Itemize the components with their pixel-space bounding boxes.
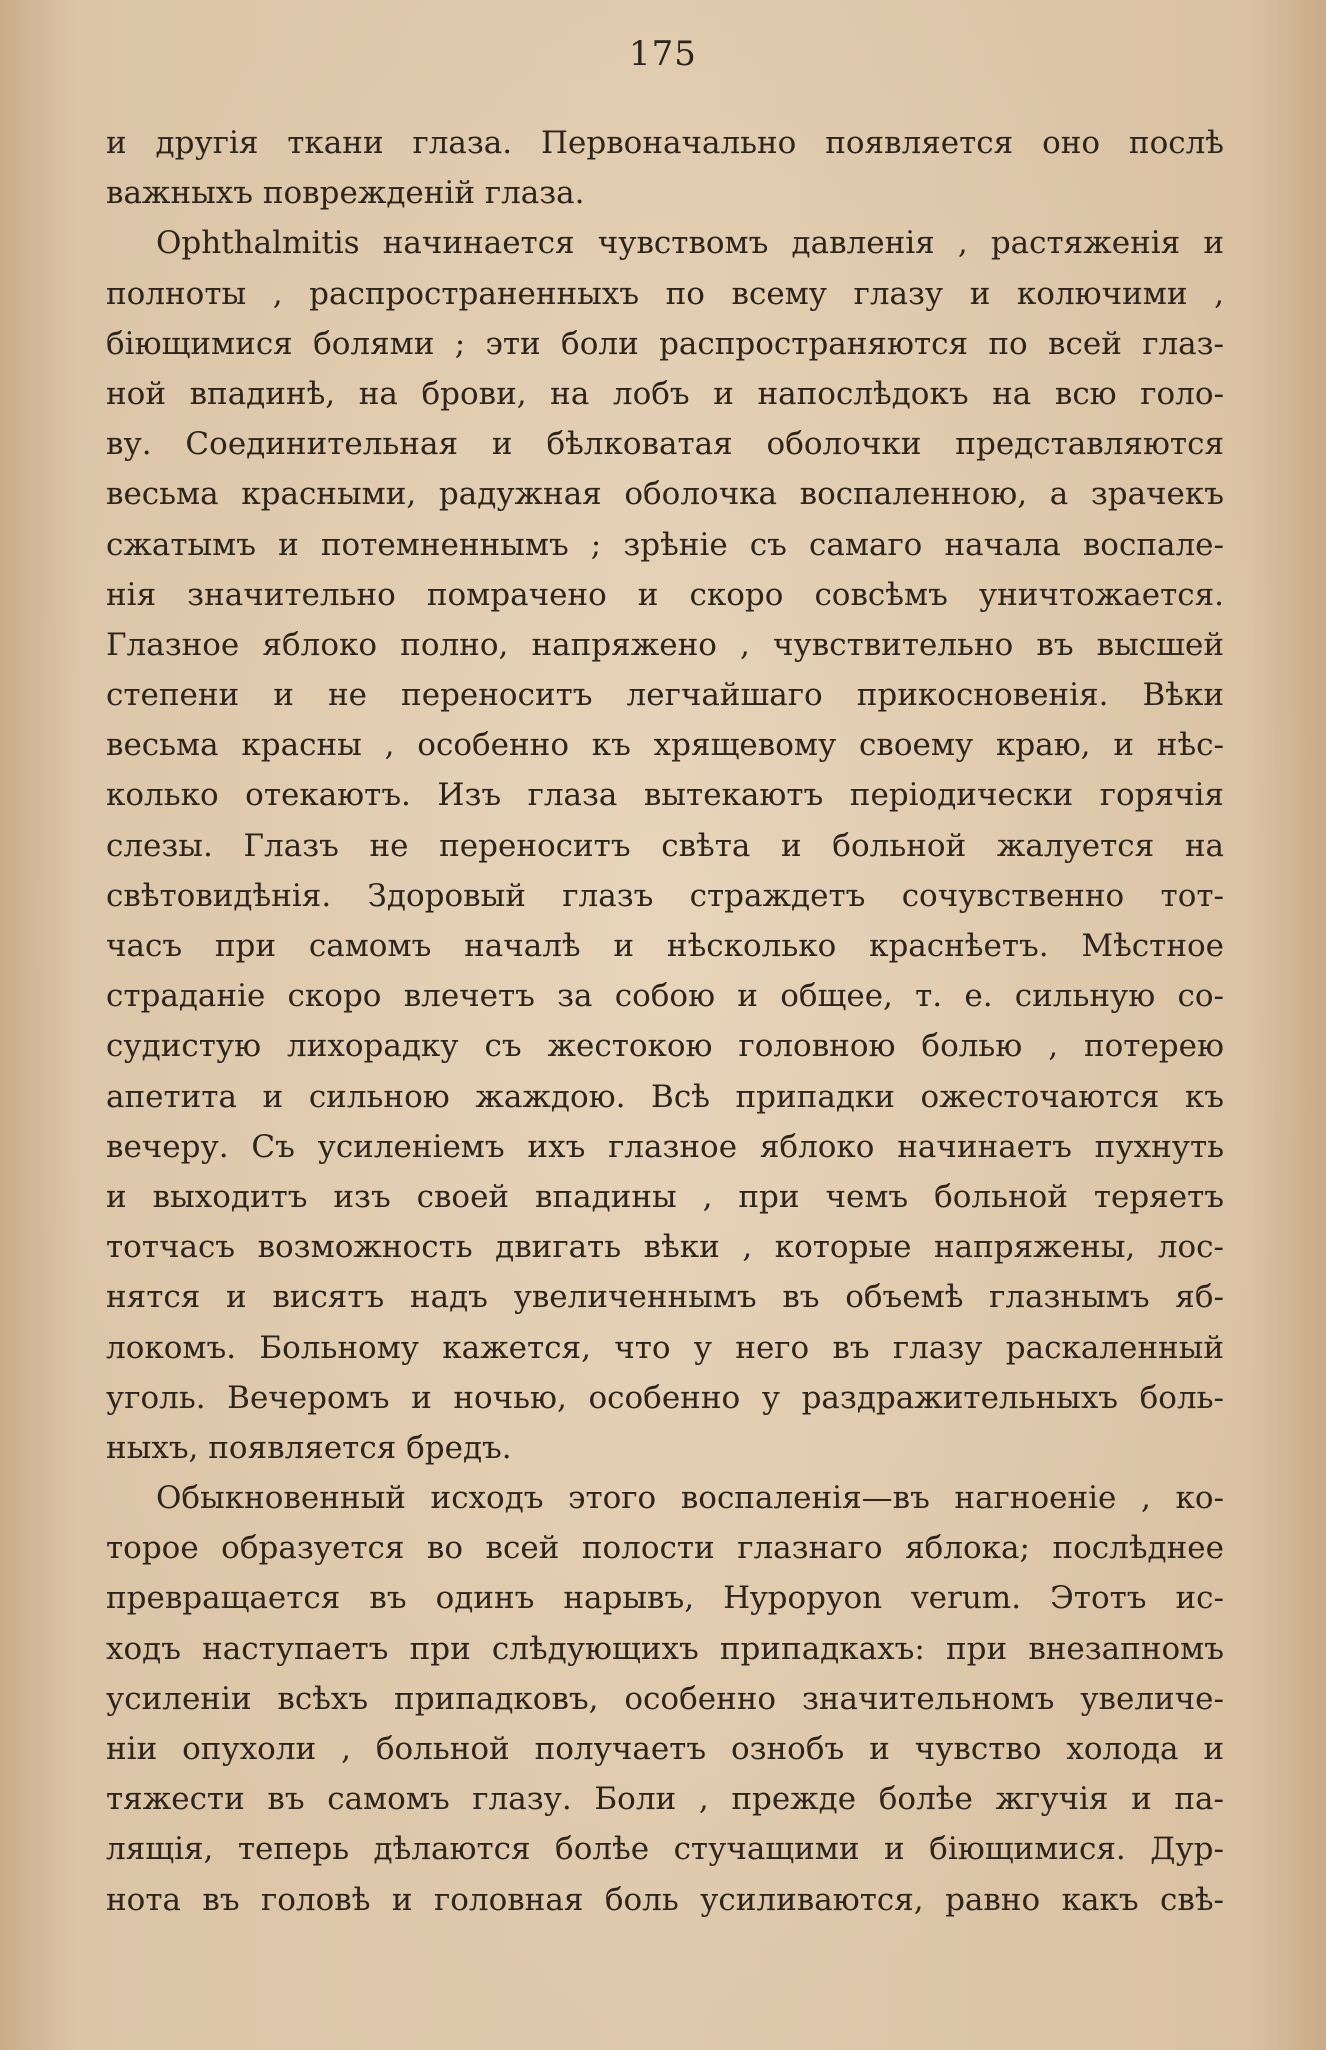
text-line: свѣтовидѣнія. Здоровый глазъ страждетъ сочувственно тот- xyxy=(106,877,1224,914)
text-line: сжатымъ и потемненнымъ ; зрѣніе съ самаго начала воспале- xyxy=(106,526,1224,563)
text-line: ныхъ, появляется бредъ. xyxy=(106,1429,512,1466)
text-line: весьма красны , особенно къ хрящевому своему краю, и нѣс- xyxy=(106,727,1224,764)
text-line: важныхъ поврежденій глаза. xyxy=(106,175,585,212)
text-line: ву. Соединительная и бѣлковатая оболочки представляются xyxy=(106,426,1224,463)
text-line: ніи опухоли , больной получаетъ ознобъ и чувство холода и xyxy=(106,1731,1224,1767)
text-line: и выходитъ изъ своей впадины , при чемъ больной теряетъ xyxy=(106,1178,1224,1215)
text-line: апетита и сильною жаждою. Всѣ припадки ожесточаются къ xyxy=(106,1078,1224,1115)
text-line: степени и не переноситъ легчайшаго прикосновенія. Вѣки xyxy=(106,677,1224,714)
text-line: вечеру. Съ усиленіемъ ихъ глазное яблоко начинаетъ пухнуть xyxy=(106,1128,1224,1165)
text-line: Обыкновенный исходъ этого воспаленія—въ нагноеніе , ко- xyxy=(156,1480,1224,1517)
text-line: превращается въ одинъ нарывъ, Hypopyon verum. Этотъ ис- xyxy=(106,1580,1224,1617)
text-line: лящія, теперь дѣлаются болѣе стучащими и біющимися. Дур- xyxy=(106,1831,1224,1868)
text-line: колько отекаютъ. Изъ глаза вытекаютъ періодически горячія xyxy=(106,777,1224,814)
text-line: ной впадинѣ, на брови, на лобъ и напослѣдокъ на всю голо- xyxy=(106,375,1224,412)
text-line: Ophthalmitis начинается чувствомъ давленія , растяженія и xyxy=(156,225,1224,262)
text-line: весьма красными, радужная оболочка воспаленною, а зрачекъ xyxy=(106,476,1224,513)
text-line: и другія ткани глаза. Первоначально появляется оно послѣ xyxy=(106,125,1224,161)
text-line: локомъ. Больному кажется, что у него въ глазу раскаленный xyxy=(106,1329,1224,1366)
text-line: тяжести въ самомъ глазу. Боли , прежде болѣе жгучія и па- xyxy=(106,1781,1224,1818)
body-text xyxy=(106,118,1224,1925)
text-line: слезы. Глазъ не переноситъ свѣта и больной жалуется на xyxy=(106,827,1224,864)
text-line: торое образуется во всей полости глазнаго яблока; послѣднее xyxy=(106,1530,1224,1567)
text-line: судистую лихорадку съ жестокою головною болью , потерею xyxy=(106,1028,1224,1065)
text-line: біющимися болями ; эти боли распространяются по всей глаз- xyxy=(106,325,1224,362)
page-number: 175 xyxy=(629,34,697,74)
text-line: Глазное яблоко полно, напряжено , чувствительно въ высшей xyxy=(106,626,1224,663)
text-line: уголь. Вечеромъ и ночью, особенно у раздражительныхъ боль- xyxy=(106,1379,1224,1416)
text-line: нятся и висятъ надъ увеличеннымъ въ объемѣ глазнымъ яб- xyxy=(106,1279,1224,1316)
text-line: нота въ головѣ и головная боль усиливаются, равно какъ свѣ- xyxy=(106,1881,1224,1918)
text-line: страданіе скоро влечетъ за собою и общее, т. е. сильную со- xyxy=(106,978,1224,1015)
text-line: полноты , распространенныхъ по всему глазу и колючими , xyxy=(106,275,1224,312)
text-line: усиленіи всѣхъ припадковъ, особенно значительномъ увеличе- xyxy=(106,1680,1224,1717)
text-line: ходъ наступаетъ при слѣдующихъ припадкахъ: при внезапномъ xyxy=(106,1630,1224,1667)
text-line: нія значительно помрачено и скоро совсѣмъ уничтожается. xyxy=(106,576,1224,613)
text-line: тотчасъ возможность двигать вѣки , которые напряжены, лос- xyxy=(106,1229,1224,1266)
text-line: часъ при самомъ началѣ и нѣсколько краснѣетъ. Мѣстное xyxy=(106,928,1224,964)
